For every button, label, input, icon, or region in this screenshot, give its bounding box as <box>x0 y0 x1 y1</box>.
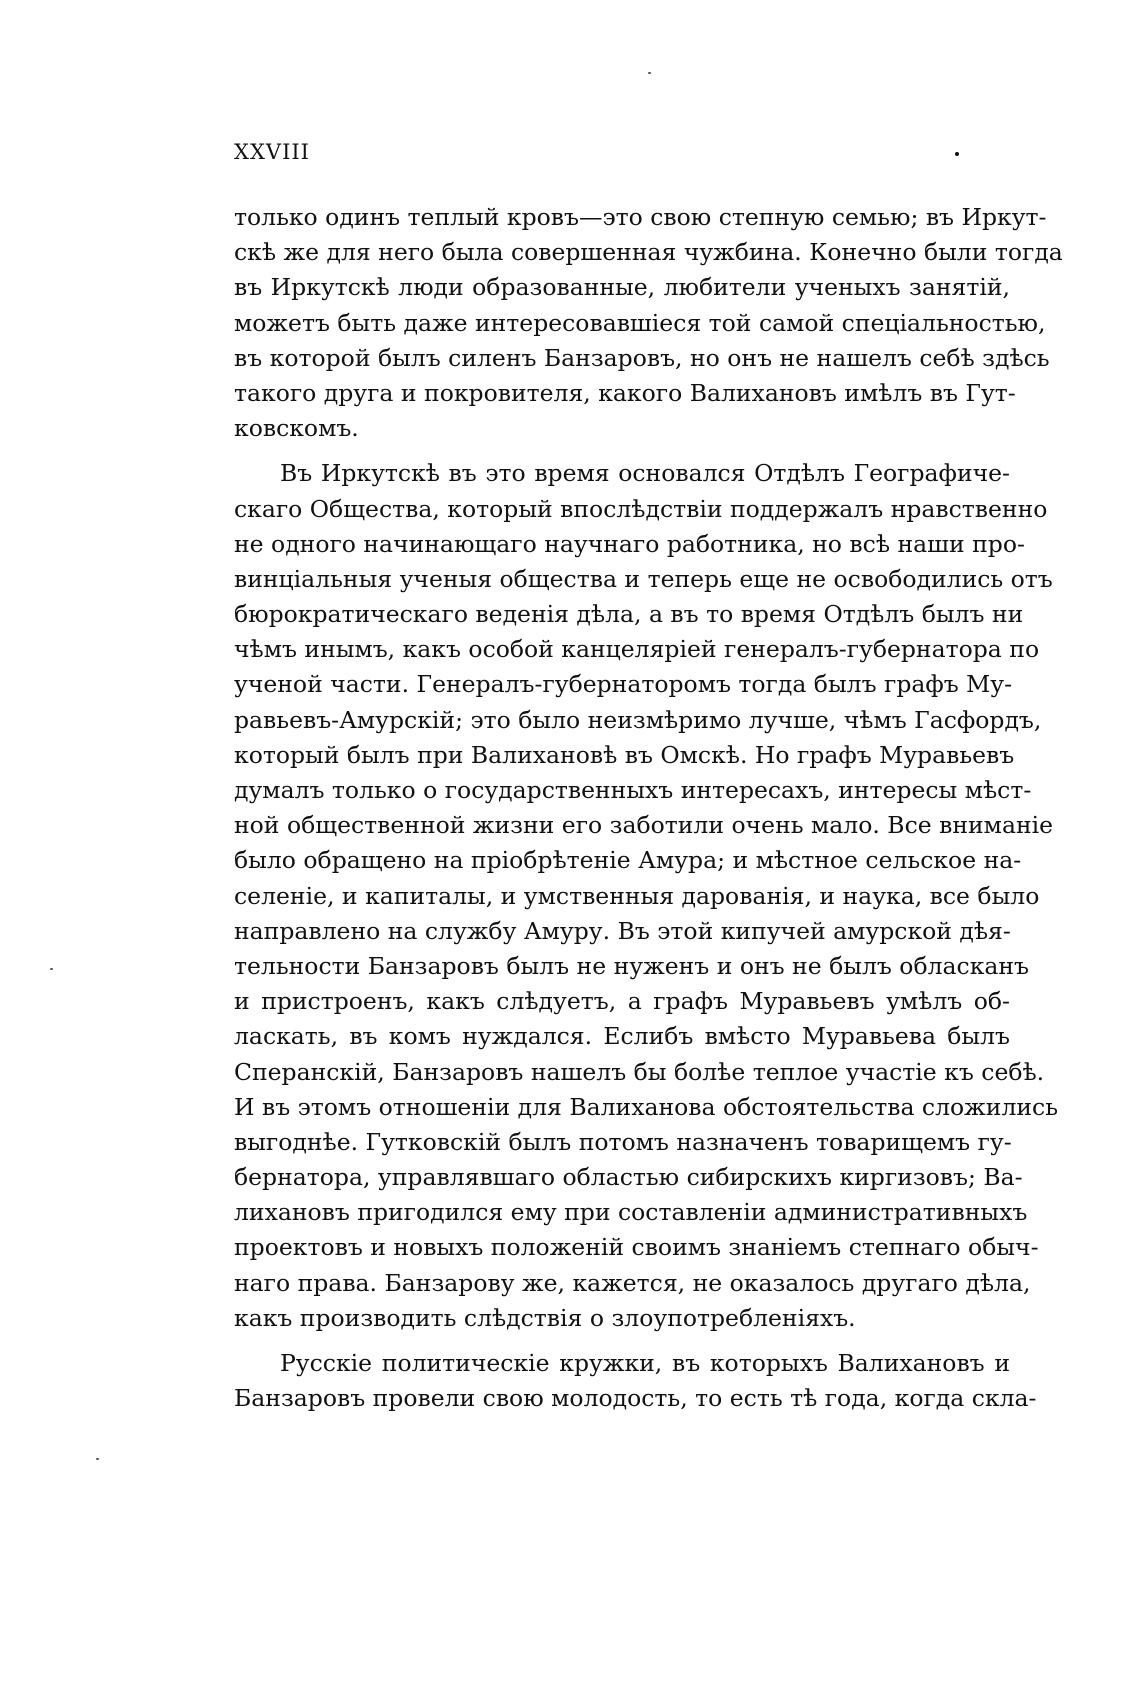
scan-speck <box>96 1458 99 1460</box>
text-line: бернатора, управлявшаго областью сибирскихъ киргизовъ; Ва- <box>234 1163 1023 1192</box>
text-line: думалъ только о государственныхъ интересахъ, интересы мѣст- <box>234 776 1032 804</box>
paragraph-2 <box>234 456 1059 1336</box>
text-line: И въ этомъ отношеніи для Валиханова обстоятельства сложились <box>234 1092 1059 1121</box>
text-line: ной общественной жизни его заботили очень мало. Все вниманіе <box>234 811 1054 840</box>
text-line: скаго Общества, который впослѣдствіи поддержалъ нравственно <box>234 494 1048 523</box>
text-line: лихановъ пригодился ему при составленіи административныхъ <box>234 1198 1028 1227</box>
text-line: ласкать, въ комъ нуждался. Еслибъ вмѣсто Муравьева былъ <box>234 1022 1010 1051</box>
text-line: какъ производить слѣдствія о злоупотребленіяхъ. <box>234 1303 856 1332</box>
text-line: Русскіе политическіе кружки, въ которыхъ Валихановъ и <box>280 1349 1010 1377</box>
text-line: селеніе, и капиталы, и умственныя дарованія, и наука, все было <box>234 881 1040 910</box>
text-line: было обращено на пріобрѣтеніе Амура; и мѣстное сельское на- <box>234 846 1022 875</box>
text-line: и пристроенъ, какъ слѣдуетъ, а графъ Муравьевъ умѣлъ об- <box>234 987 1010 1016</box>
paragraph-1 <box>234 200 1063 446</box>
scan-speck <box>50 968 53 970</box>
scan-speck <box>648 72 651 74</box>
text-line: Въ Иркутскѣ въ это время основался Отдѣлъ Географиче- <box>280 459 1010 488</box>
text-line: тельности Банзаровъ былъ не нуженъ и онъ не былъ обласканъ <box>234 951 1030 980</box>
header-dot-mark <box>955 152 959 156</box>
text-line: равьевъ-Амурскій; это было неизмѣримо лучше, чѣмъ Гасфордъ, <box>234 705 1042 734</box>
text-line: Банзаровъ провели свою молодость, то есть тѣ года, когда скла- <box>234 1384 1037 1413</box>
text-line: не одного начинающаго научнаго работника, но всѣ наши про- <box>234 529 1025 558</box>
text-line: въ которой былъ силенъ Банзаровъ, но онъ не нашелъ себѣ здѣсь <box>234 343 1050 372</box>
text-line: такого друга и покровителя, какого Валихановъ имѣлъ въ Гут- <box>234 378 1016 407</box>
text-line: ученой части. Генералъ-губернаторомъ тогда былъ графъ Му- <box>234 670 1013 699</box>
text-line: можетъ быть даже интересовавшіеся той самой спеціальностью, <box>234 308 1046 337</box>
text-line: выгоднѣе. Гутковскій былъ потомъ назначенъ товарищемъ гу- <box>234 1127 1012 1156</box>
text-line: только одинъ теплый кровъ—это свою степную семью; въ Иркут- <box>234 203 1047 231</box>
text-line: наго права. Банзарову же, кажется, не оказалось другаго дѣла, <box>234 1268 1031 1297</box>
text-line: винціальныя ученыя общества и теперь еще не освободились отъ <box>234 564 1053 593</box>
text-line: скѣ же для него была совершенная чужбина. Конечно были тогда <box>234 238 1063 267</box>
text-line: направлено на службу Амуру. Въ этой кипучей амурской дѣя- <box>234 916 1011 945</box>
text-line: чѣмъ инымъ, какъ особой канцеляріей генералъ-губернатора по <box>234 635 1040 664</box>
text-line: который былъ при Валихановѣ въ Омскѣ. Но графъ Муравьевъ <box>234 740 1015 769</box>
paragraph-3 <box>234 1346 1037 1416</box>
body-text <box>234 200 1063 1426</box>
page-header <box>234 140 964 174</box>
text-line: бюрократическаго веденія дѣла, а въ то время Отдѣлъ былъ ни <box>234 600 1024 629</box>
page-number: XXVIII <box>234 140 310 164</box>
text-line: проектовъ и новыхъ положеній своимъ знаніемъ степнаго обыч- <box>234 1233 1039 1262</box>
text-line: Сперанскій, Банзаровъ нашелъ бы болѣе теплое участіе къ себѣ. <box>234 1057 1045 1086</box>
text-line: ковскомъ. <box>234 414 359 443</box>
text-line: въ Иркутскѣ люди образованные, любители ученыхъ занятій, <box>234 273 1010 302</box>
